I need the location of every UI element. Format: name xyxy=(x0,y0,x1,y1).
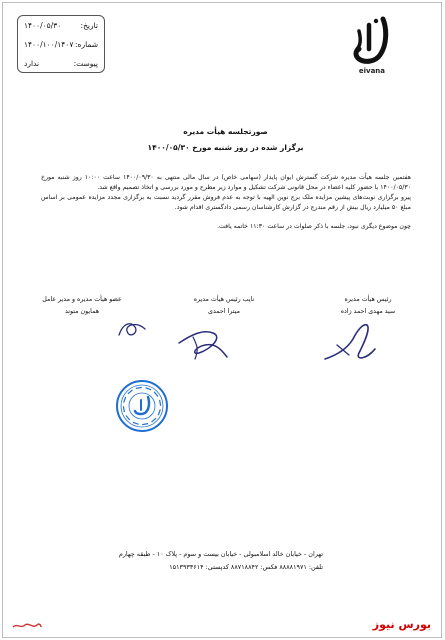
date-label: تاریخ: xyxy=(80,21,98,30)
signature-vice-chairman xyxy=(171,319,233,363)
attachment-label: پیوست: xyxy=(73,59,98,68)
footer-address: تهران - خیابان خالد اسلامبولی - خیابان بیست و سوم - پلاک ۱۰ - طبقه چهارم xyxy=(118,550,323,558)
document-meta-box xyxy=(17,15,105,73)
corner-mark-icon xyxy=(11,621,43,631)
document-subtitle: برگزار شده در روز شنبه مورخ ۱۴۰۰/۰۵/۳۰ xyxy=(147,143,304,152)
signatory-role-chairman: رئیس هیأت مدیره xyxy=(344,296,392,303)
signature-chairman xyxy=(319,319,381,365)
document-page xyxy=(2,2,442,638)
signatory-name-ceo: همایون متوند xyxy=(64,308,100,315)
signatory-name-chairman: سید مهدی احمد زاده xyxy=(340,308,396,315)
attachment-value: ندارد xyxy=(24,59,40,68)
body-paragraph-2: پیرو برگزاری نوبت‌های پیشین مزایده ملک برج نوین الهیه با توجه به عدم فروش مقرر گردید نسبت به برگزاری مجدد مزایده عمومی بر اساس مبلغ ۵۰ میلیارد ریال بیش از رقم مندرج در گزارش کارشناسان رسمی دادگستری اقدام شود. xyxy=(41,194,411,211)
document-title: صورتجلسه هیأت مدیره xyxy=(183,127,268,136)
signature-ceo xyxy=(113,315,151,343)
logo-subtext: eivana xyxy=(358,67,385,75)
company-stamp xyxy=(115,379,169,433)
number-row xyxy=(24,40,98,50)
news-brand-watermark: بورس نیوز xyxy=(372,618,431,631)
date-value: ۱۴۰۰/۰۵/۳۰ xyxy=(24,21,62,30)
date-row xyxy=(24,21,98,31)
footer-contact: تلفن: ۸۸۸۸۱۹۷۱ فکس: ۸۸۷۱۸۸۴۲ کدپستی: ۱۵۱۳۹۳۳۶۱۴ xyxy=(169,563,323,571)
body-paragraph-1: هفتمین جلسه هیأت مدیره شرکت گسترش ایوان پایدار (سهامی خاص) در سال مالی منتهی به ۱۴۰۰/۰۹/۳۰ ساعت ۱۰:۰۰ روز شنبه مورخ ۱۴۰۰/۰۵/۳۰ با حضور کلیه اعضاء در محل قانونی شرکت تشکیل و موارد زیر مطرح و مورد بررسی و اتخاذ تصمیم واقع شد. xyxy=(41,174,412,191)
signatory-role-ceo: عضو هیأت مدیره و مدیر عامل xyxy=(42,296,122,303)
attachment-row xyxy=(24,59,98,69)
signatory-name-vice-chairman: میترا احمدی xyxy=(208,308,240,315)
number-value: ۱۴۰۰/۱۰۰/۱۴۰۷ xyxy=(24,40,74,49)
signatory-role-vice-chairman: نایب رئیس هیأت مدیره xyxy=(193,296,255,303)
number-label: شماره: xyxy=(75,40,98,49)
body-paragraph-3: چون موضوع دیگری نبود، جلسه با ذکر صلوات در ساعت ۱۱:۳۰ خاتمه یافت. xyxy=(217,223,411,230)
